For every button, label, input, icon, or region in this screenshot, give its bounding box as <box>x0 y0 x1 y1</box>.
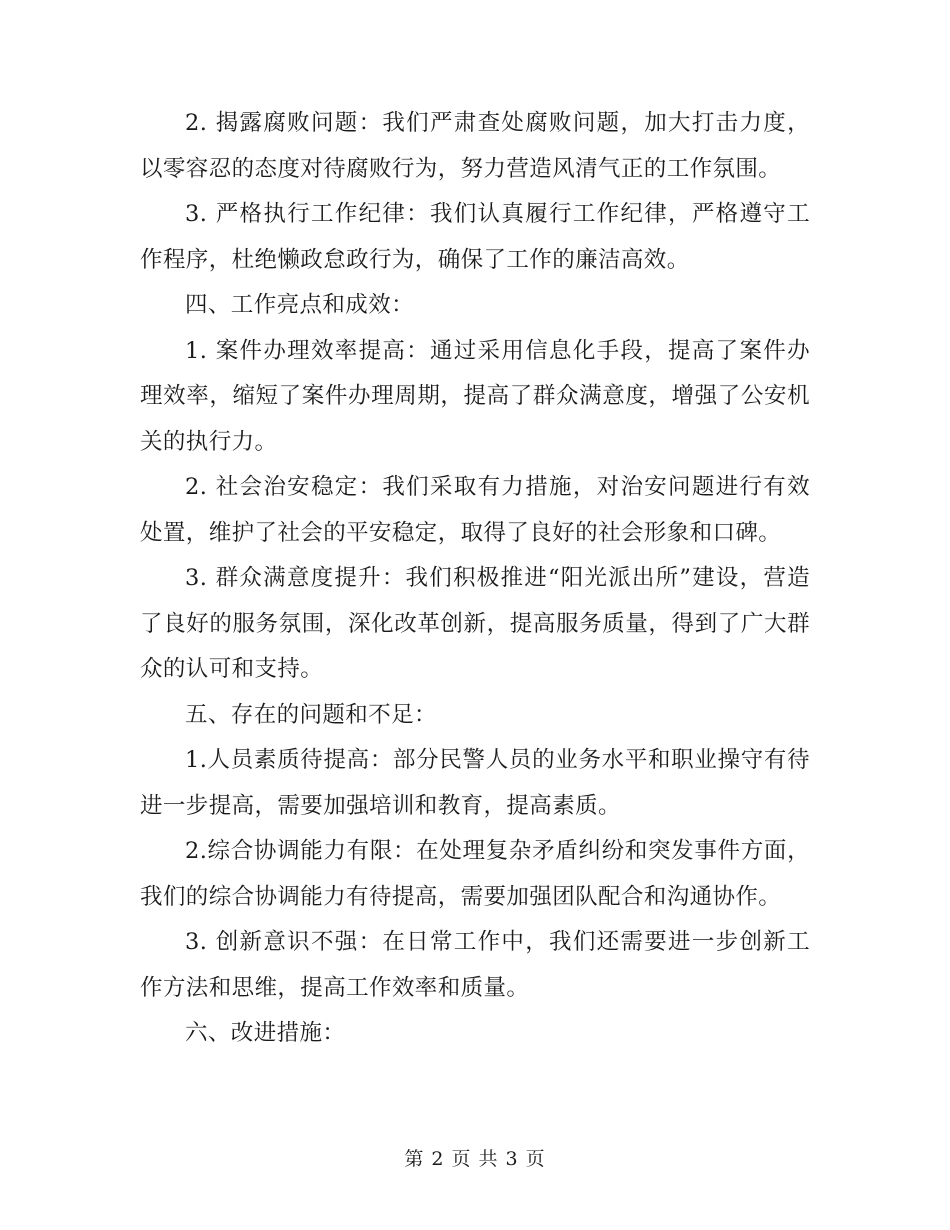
page-number-footer: 第 2 页 共 3 页 <box>404 1148 546 1170</box>
list-item-case-efficiency: 1. 案件办理效率提高：通过采用信息化手段，提高了案件办理效率，缩短了案件办理周期，提高了群众满意度，增强了公安机关的执行力。 <box>140 337 810 455</box>
list-item-expose-corruption: 2. 揭露腐败问题：我们严肃查处腐败问题，加大打击力度，以零容忍的态度对待腐败行为，努力营造风清气正的工作氛围。 <box>140 110 810 182</box>
list-item-personnel-quality: 1.人员素质待提高：部分民警人员的业务水平和职业操守有待进一步提高，需要加强培训和教育，提高素质。 <box>140 747 810 819</box>
list-item-work-discipline: 3. 严格执行工作纪律：我们认真履行工作纪律，严格遵守工作程序，杜绝懒政怠政行为，确保了工作的廉洁高效。 <box>140 201 810 273</box>
list-item-innovation: 3. 创新意识不强：在日常工作中，我们还需要进一步创新工作方法和思维，提高工作效率和质量。 <box>140 929 810 1001</box>
section-heading-improvements: 六、改进措施： <box>185 1020 346 1046</box>
list-item-satisfaction: 3. 群众满意度提升：我们积极推进“阳光派出所”建设，营造了良好的服务氛围，深化改革创新，提高服务质量，得到了广大群众的认可和支持。 <box>140 565 810 682</box>
list-item-coordination: 2.综合协调能力有限：在处理复杂矛盾纠纷和突发事件方面，我们的综合协调能力有待提高，需要加强团队配合和沟通协作。 <box>140 838 810 910</box>
document-body <box>140 101 810 1057</box>
list-item-public-security: 2. 社会治安稳定：我们采取有力措施，对治安问题进行有效处置，维护了社会的平安稳定，取得了良好的社会形象和口碑。 <box>140 474 810 546</box>
section-heading-problems: 五、存在的问题和不足： <box>185 701 437 728</box>
section-heading-highlights: 四、工作亮点和成效： <box>185 292 415 318</box>
